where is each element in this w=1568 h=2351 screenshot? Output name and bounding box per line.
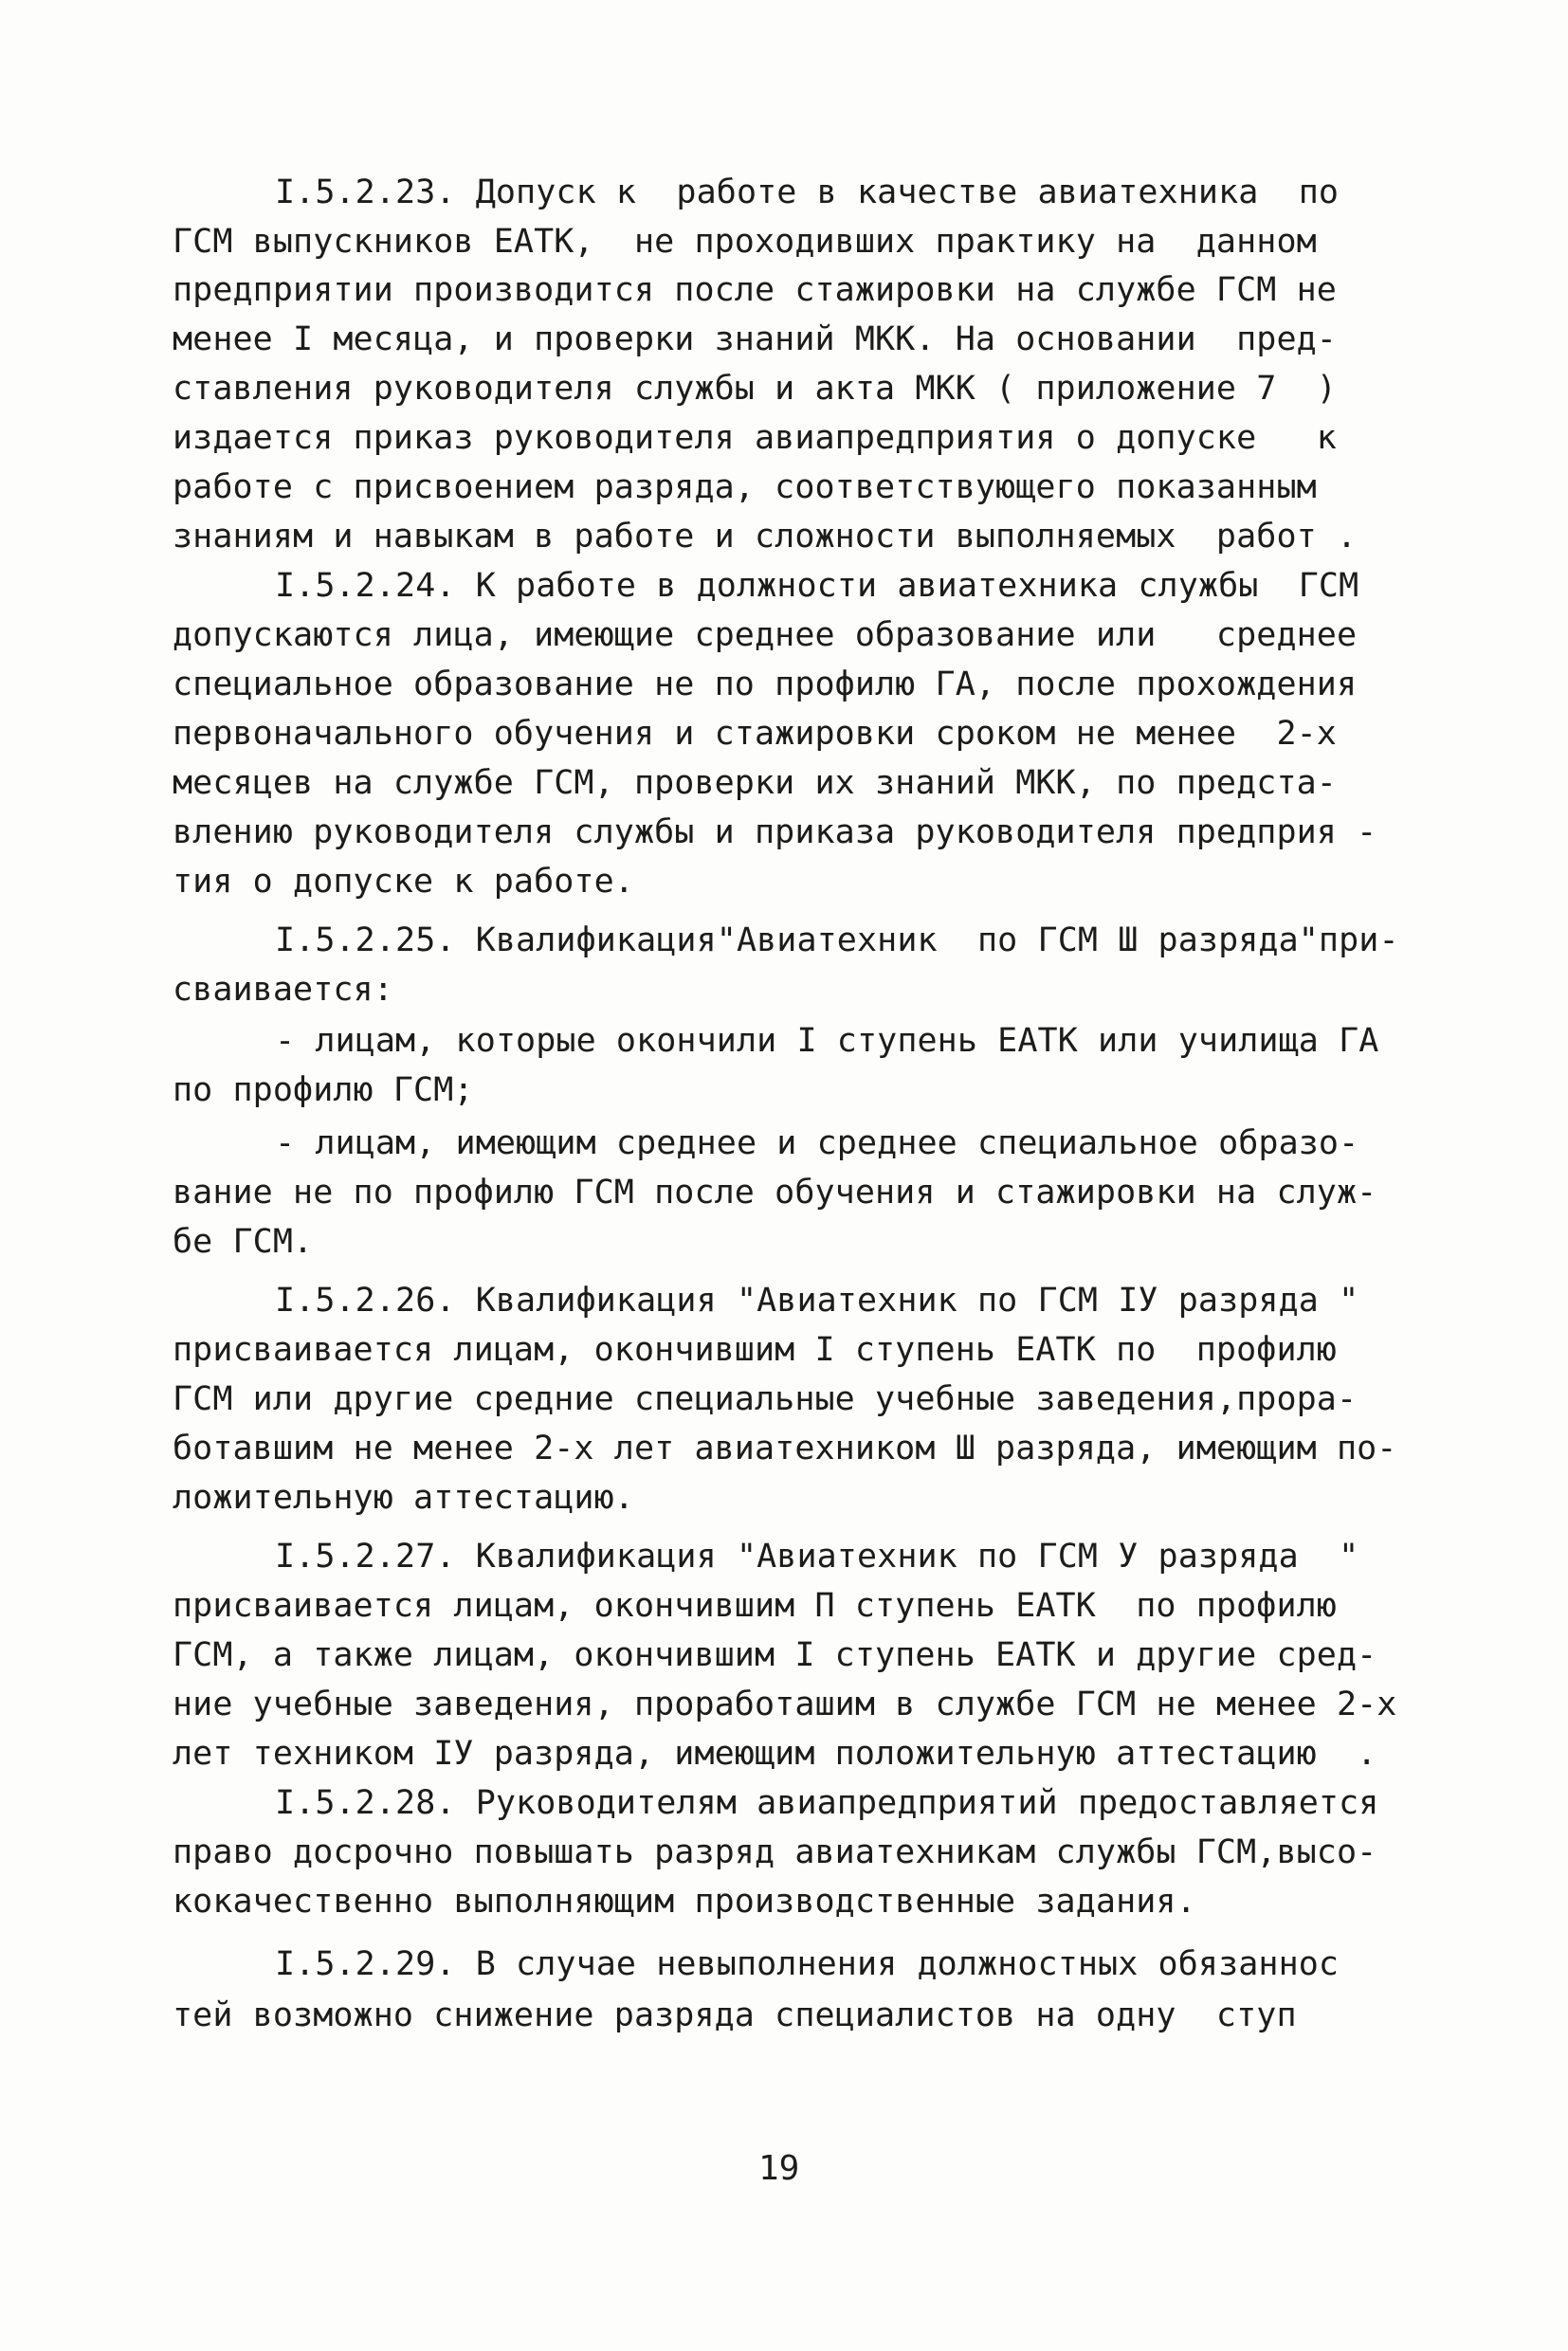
line-04: менее I месяца, и проверки знаний МКК. На основании пред- [173,320,1337,358]
line-31: ние учебные заведения, проработашим в службе ГСМ не менее 2-х [173,1686,1397,1723]
line-16: I.5.2.25. Квалификация"Авиатехник по ГСМ Ш разряда"при- [275,921,1399,959]
line-11: специальное образование не по профилю ГА, после прохождения [173,665,1358,703]
line-01: I.5.2.23. Допуск к работе в качестве авиатехника по [275,173,1340,211]
line-23: I.5.2.26. Квалификация "Авиатехник по ГСМ IУ разряда " [275,1282,1359,1320]
line-08: знаниям и навыкам в работе и сложности выполняемых работ . [173,518,1358,556]
line-25: ГСМ или другие средние специальные учебные заведения,прора- [173,1380,1358,1418]
line-12: первоначального обучения и стажировки сроком не менее 2-х [173,715,1337,753]
line-33: I.5.2.28. Руководителям авиапредприятий предоставляется [275,1784,1379,1822]
line-10: допускаются лица, имеющие среднее образование или среднее [173,616,1358,654]
line-09: I.5.2.24. К работе в должности авиатехника службы ГСМ [275,567,1359,605]
line-32: лет техником IУ разряда, имеющим положительную аттестацию . [173,1735,1377,1773]
line-06: издается приказ руководителя авиапредприятия о допуске к [173,419,1337,457]
line-13: месяцев на службе ГСМ, проверки их знаний МКК, по предста- [173,764,1337,802]
line-22: бе ГСМ. [173,1223,314,1261]
line-18: - лицам, которые окончили I ступень ЕАТК или училища ГА [275,1022,1379,1060]
line-34: право досрочно повышать разряд авиатехникам службы ГСМ,высо- [173,1833,1377,1871]
line-27: ложительную аттестацию. [173,1479,634,1517]
line-35: кокачественно выполняющим производственные задания. [173,1883,1196,1921]
line-28: I.5.2.27. Квалификация "Авиатехник по ГСМ У разряда " [275,1538,1359,1576]
line-05: ставления руководителя службы и акта МКК ( приложение 7 ) [173,370,1337,408]
line-02: ГСМ выпускников ЕАТК, не проходивших практику на данном [173,223,1317,261]
line-37: тей возможно снижение разряда специалистов на одну ступ [173,1996,1297,2034]
line-29: присваивается лицам, окончившим П ступень ЕАТК по профилю [173,1587,1337,1625]
line-30: ГСМ, а также лицам, окончившим I ступень ЕАТК и другие сред- [173,1636,1377,1674]
line-36: I.5.2.29. В случае невыполнения должностных обязаннос [275,1945,1340,1983]
line-20: - лицам, имеющим среднее и среднее специальное образо- [275,1124,1359,1162]
line-14: влению руководителя службы и приказа руководителя предприя - [173,813,1377,851]
page-number: 19 [758,2149,800,2188]
line-17: сваивается: [173,971,393,1009]
line-07: работе с присвоением разряда, соответствующего показанным [173,468,1317,506]
line-03: предприятии производится после стажировки на службе ГСМ не [173,271,1337,309]
line-24: присваивается лицам, окончившим I ступень ЕАТК по профилю [173,1331,1337,1369]
line-21: вание не по профилю ГСМ после обучения и стажировки на служ- [173,1174,1377,1212]
line-19: по профилю ГСМ; [173,1071,474,1109]
line-15: тия о допуске к работе. [173,863,634,901]
line-26: ботавшим не менее 2-х лет авиатехником Ш разряда, имеющим по- [173,1430,1397,1467]
